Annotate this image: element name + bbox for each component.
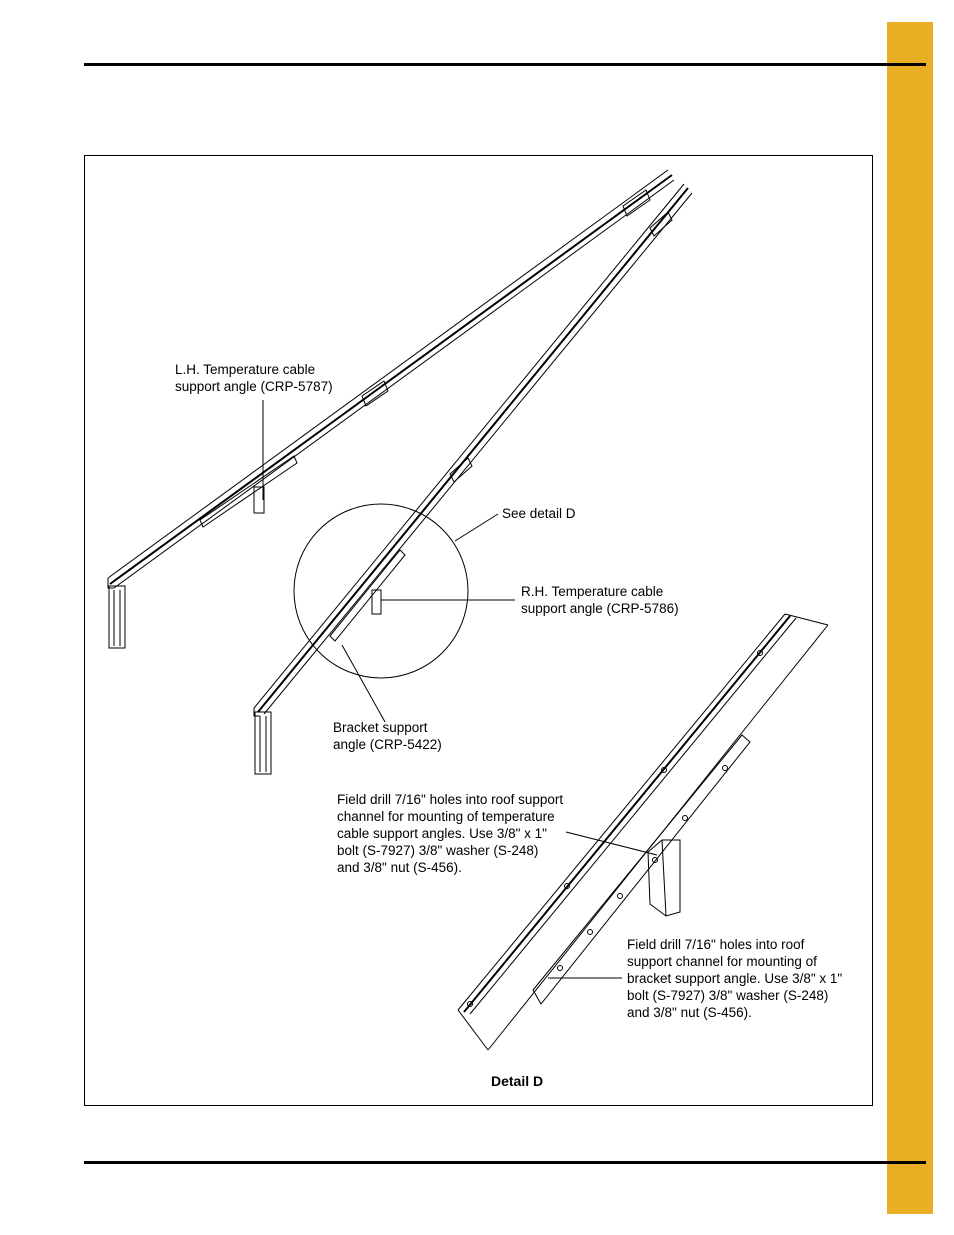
bracket-leader <box>342 645 385 722</box>
rh-angle-label: R.H. Temperature cable support angle (CRP-5786) <box>521 584 679 616</box>
bracket-label: Bracket support angle (CRP-5422) <box>333 720 442 752</box>
detail-caption: Detail D <box>491 1073 544 1089</box>
field-drill-1-label: Field drill 7/16" holes into roof support channel for mounting of temperature cable support angles. Use 3/8" x 1" bolt (S-7927) 3/8" washer (S-248) and 3/8" nut (S-456). <box>337 792 564 875</box>
field-drill-1-leader <box>566 832 657 855</box>
field-drill-2-label: Field drill 7/16" holes into roof support channel for mounting of bracket support angle. Use 3/8" x 1" bolt (S-7927) 3/8" washer (S-248) and 3/8" nut (S-456). <box>627 937 843 1020</box>
see-detail-leader <box>455 514 498 541</box>
rh-roof-channel <box>254 184 692 774</box>
lh-angle-label: L.H. Temperature cable support angle (CRP-5787) <box>175 362 333 394</box>
see-detail-label: See detail D <box>502 506 576 521</box>
lh-roof-channel <box>108 170 674 648</box>
